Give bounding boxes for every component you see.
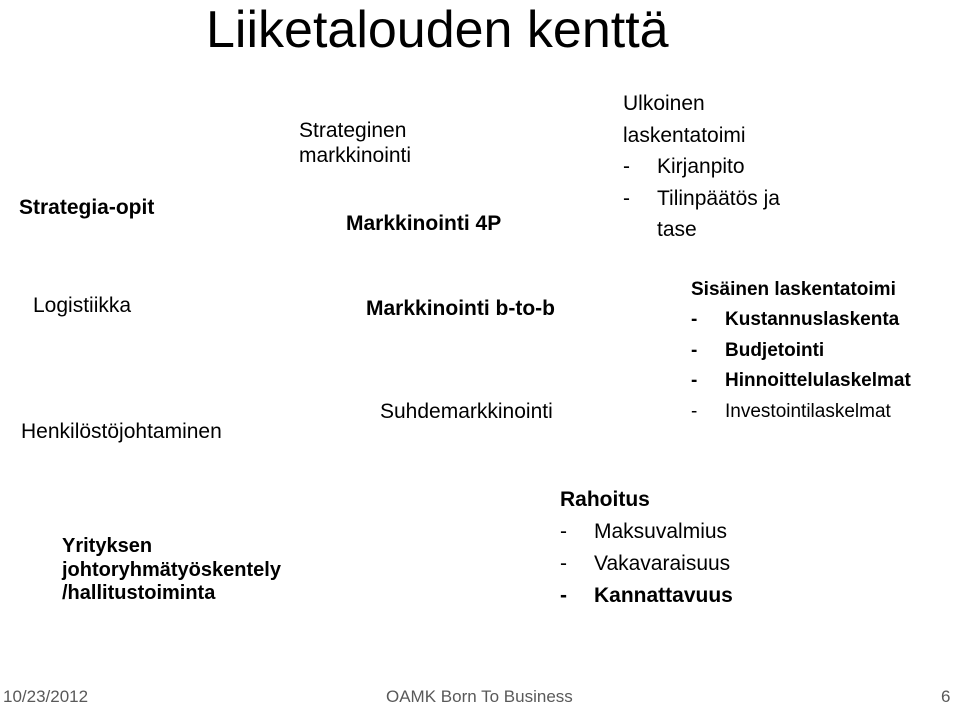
list-item: - Budjetointi: [691, 339, 825, 361]
list-item: - Investointilaskelmat: [691, 400, 891, 422]
list-item: - Vakavaraisuus: [560, 551, 731, 575]
yritys-line: /hallitustoiminta: [62, 582, 216, 605]
ulkoinen-heading-line: laskentatoimi: [623, 123, 746, 147]
footer-page-number: 6: [941, 687, 951, 706]
henkilostojohtaminen-label: Henkilöstöjohtaminen: [21, 420, 222, 443]
yritys-line: johtoryhmätyöskentely: [62, 558, 281, 581]
list-item: - Hinnoittelulaskelmat: [691, 370, 911, 392]
ulkoinen-item: - Tilinpäätös ja: [623, 186, 780, 210]
footer-date: 10/23/2012: [3, 687, 89, 706]
list-item: - Maksuvalmius: [560, 519, 728, 543]
rahoitus-list: [560, 516, 733, 612]
rahoitus-heading: Rahoitus: [560, 488, 650, 511]
strateginen-line: Strateginen: [299, 119, 407, 142]
markkinointi-b2b-label: Markkinointi b-to-b: [366, 297, 555, 320]
sisainen-laskentatoimi-block: [691, 275, 911, 427]
logistiikka-label: Logistiikka: [33, 294, 132, 317]
rahoitus-block: [560, 484, 733, 612]
sisainen-heading: Sisäinen laskentatoimi: [691, 279, 896, 300]
list-item: - Kustannuslaskenta: [691, 309, 900, 331]
ulkoinen-item: - Kirjanpito: [623, 155, 745, 178]
ulkoinen-laskentatoimi-block: [623, 88, 780, 246]
yritys-line: Yrityksen: [62, 535, 153, 557]
yrityksen-johtoryhma-block: [62, 535, 281, 606]
strateginen-line: markkinointi: [299, 143, 412, 167]
ulkoinen-heading-line: Ulkoinen: [623, 92, 705, 115]
sisainen-list: [691, 305, 911, 427]
strateginen-markkinointi-block: [299, 119, 411, 169]
list-item: - Kannattavuus: [560, 583, 733, 607]
suhdemarkkinointi-label: Suhdemarkkinointi: [380, 400, 553, 423]
footer-center-text: OAMK Born To Business: [386, 687, 573, 706]
markkinointi-4p-label: Markkinointi 4P: [346, 212, 502, 235]
ulkoinen-item: tase: [657, 218, 697, 241]
slide-title: Liiketalouden kenttä: [206, 1, 669, 59]
strategia-opit-label: Strategia-opit: [19, 196, 155, 219]
